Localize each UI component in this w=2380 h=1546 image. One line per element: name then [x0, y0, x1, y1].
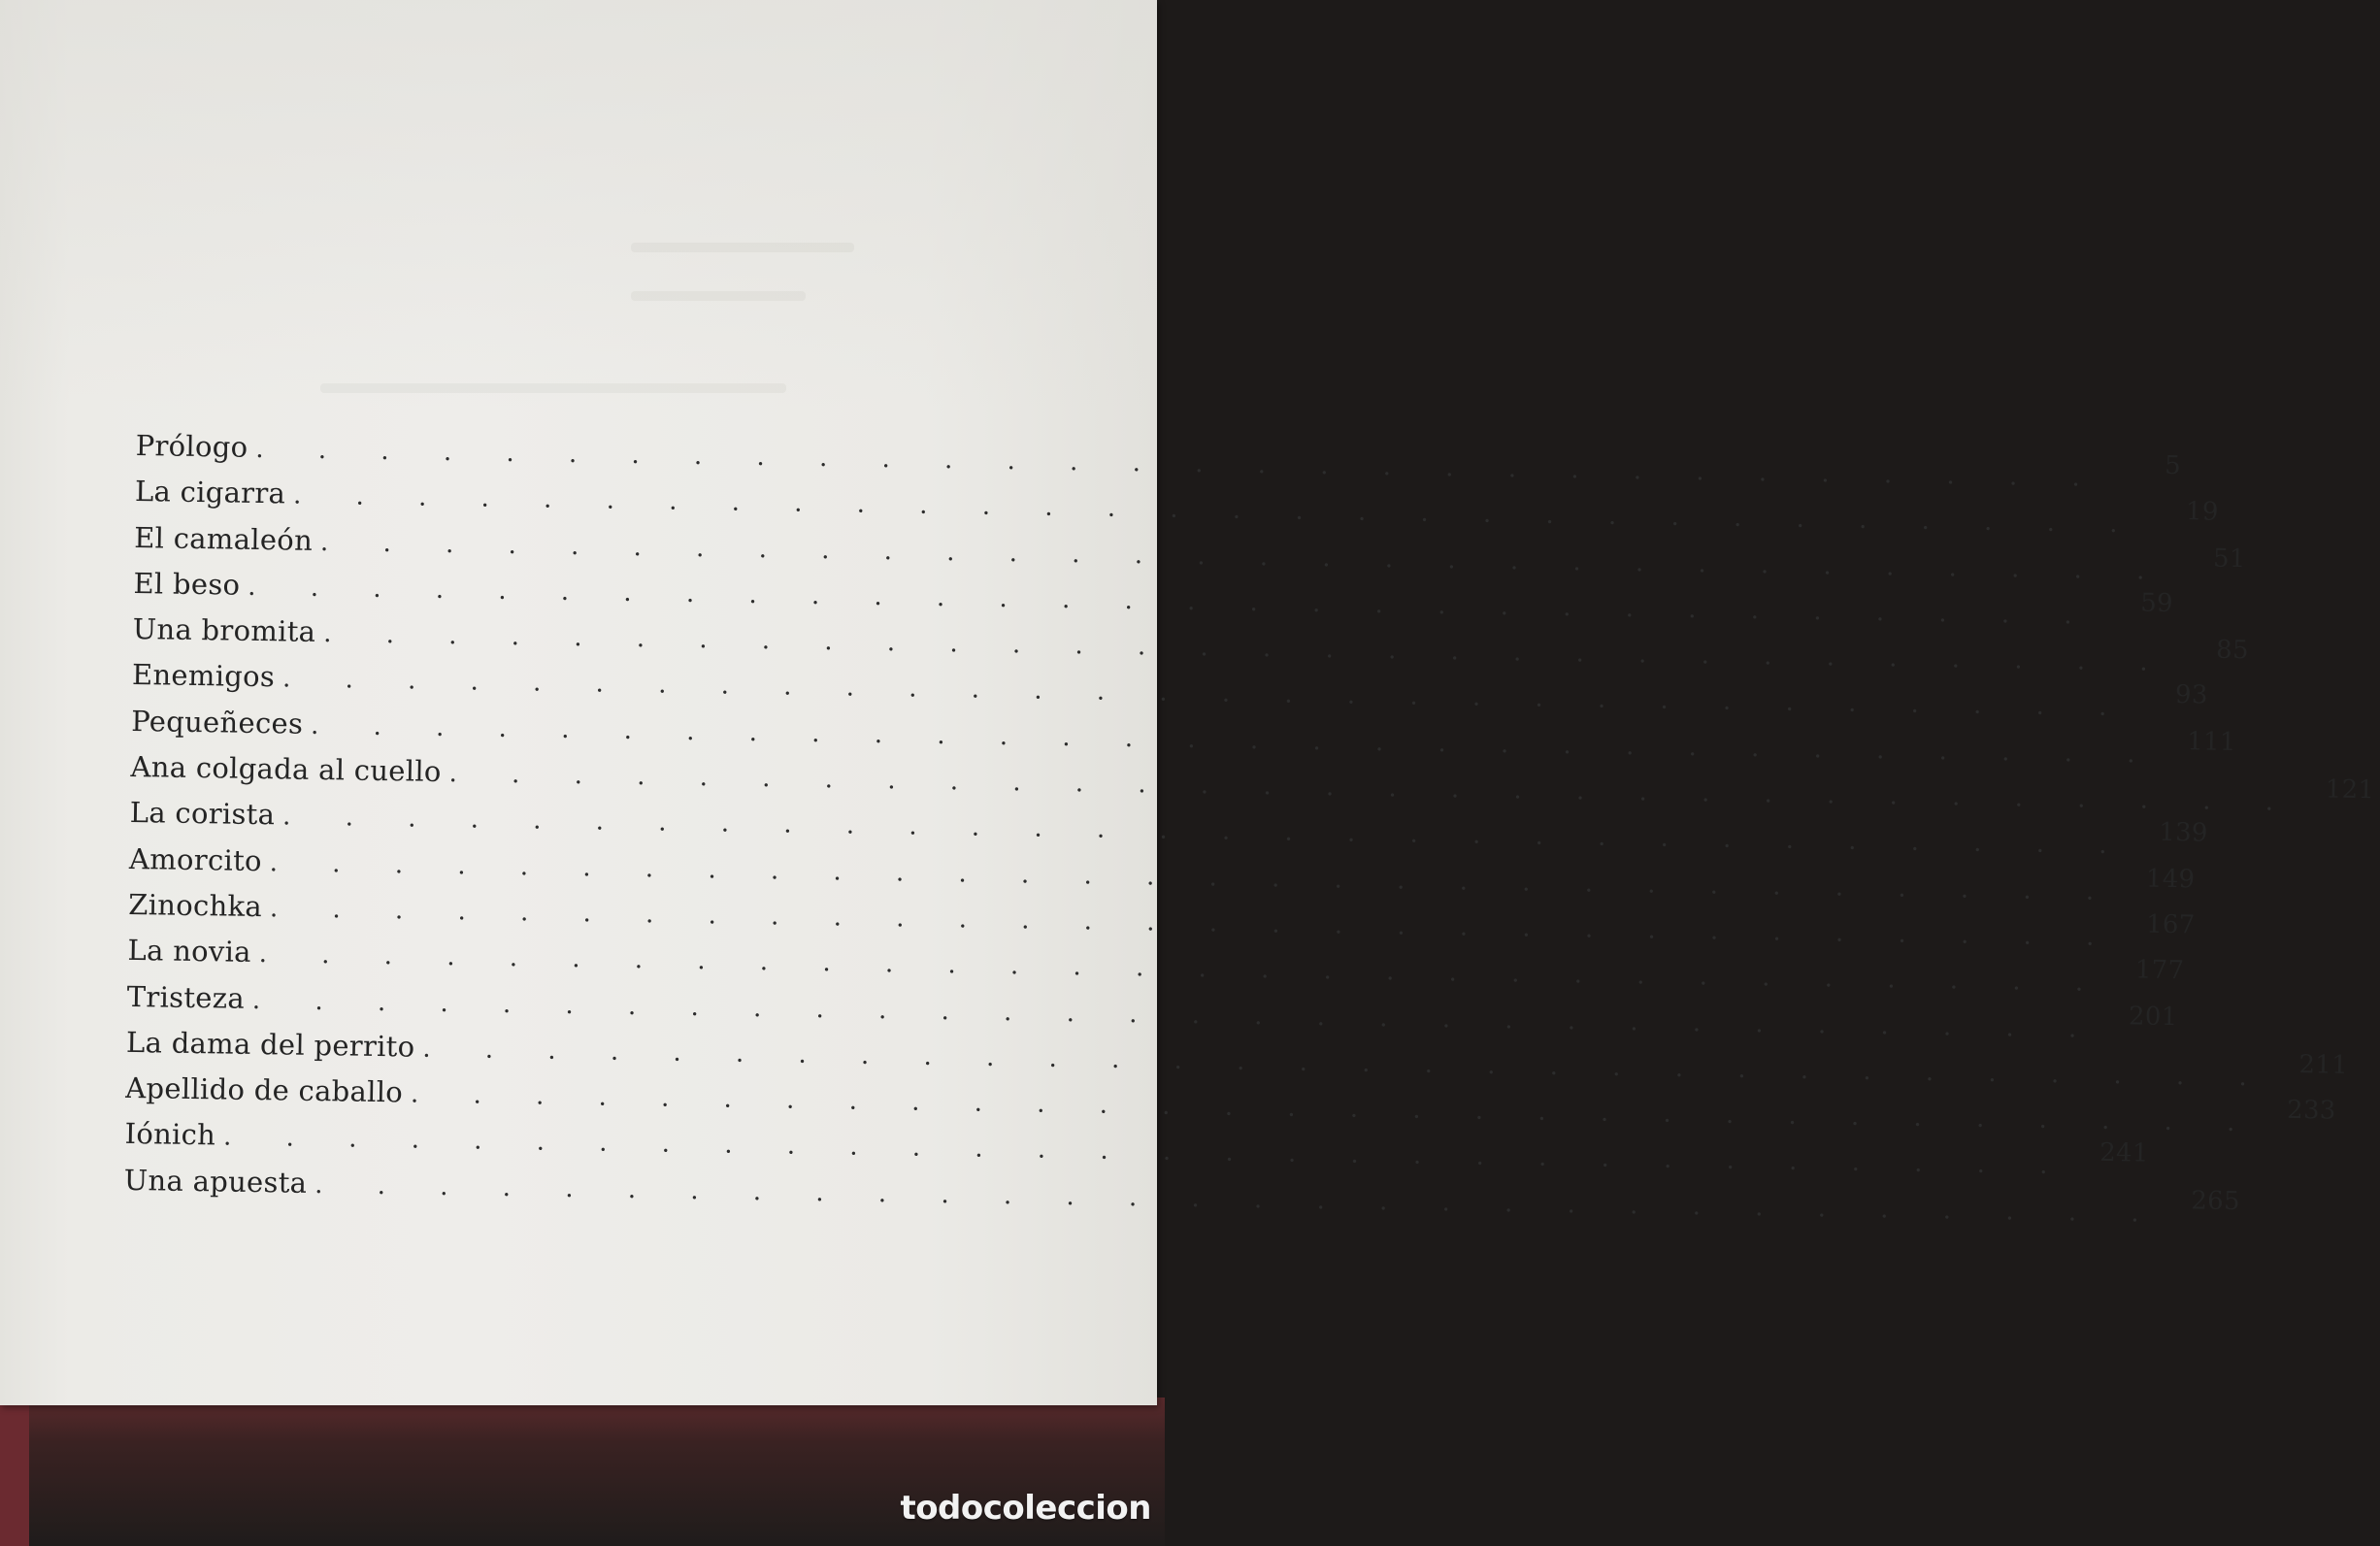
toc-entry-title: Prólogo — [135, 429, 248, 464]
toc-entry-page-number: 265 — [2191, 1186, 2241, 1216]
toc-dot-leader: . . . . . . . . . . . . . . . . . . . . . . . . . . . . . . — [281, 802, 2131, 861]
watermark: todocoleccion — [900, 1489, 1151, 1528]
toc-dot-leader: . . . . . . . . . . . . . . . . . . . . . . . . . . . . . . — [248, 572, 2096, 631]
toc-entry-page-number: 211 — [2298, 1049, 2349, 1080]
toc-entry-title: Una apuesta — [123, 1163, 308, 1200]
toc-dot-leader: . . . . . . . . . . . . . . . . . . . . . . . . . . . . . . — [251, 985, 2100, 1044]
toc-dot-leader: . . . . . . . . . . . . . . . . . . . . . . . . . . . . . . — [269, 847, 2118, 906]
toc-entry-title: Iónich — [124, 1117, 216, 1152]
toc-entry-page-number: 93 — [2174, 680, 2208, 711]
toc-entry-page-number: 59 — [2139, 588, 2174, 618]
toc-dot-leader: . . . . . . . . . . . . . . . . . . . . . . . . . . . . . . — [281, 664, 2131, 723]
toc-entry-title: La cigarra — [134, 475, 286, 510]
toc-entry-page-number: 19 — [2185, 497, 2219, 528]
page-shading — [0, 0, 1157, 408]
show-through-text — [320, 383, 786, 393]
toc-entry-title: Tristeza — [126, 979, 246, 1015]
toc-dot-leader: . . . . . . . . . . . . . . . . . . . . . . . . . . . . . . — [410, 1079, 2259, 1138]
table-of-contents — [123, 429, 2375, 1229]
toc-entry-page-number: 233 — [2286, 1096, 2336, 1126]
show-through-text — [631, 243, 854, 252]
toc-entry-title: La novia — [127, 934, 252, 970]
toc-entry-page-number: 51 — [2212, 543, 2246, 574]
toc-entry-title: Apellido de caballo — [125, 1071, 404, 1109]
toc-entry-title: Enemigos — [131, 658, 276, 694]
toc-entry-page-number: 139 — [2159, 818, 2209, 848]
toc-dot-leader: . . . . . . . . . . . . . . . . . . . . . . . . . . . . . . — [310, 710, 2159, 770]
toc-entry-page-number: 201 — [2128, 1001, 2178, 1032]
toc-dot-leader: . . . . . . . . . . . . . . . . . . . . . . . . . . . . . . — [258, 939, 2107, 999]
toc-dot-leader: . . . . . . . . . . . . . . . . . . . . . . . . . . . . . . — [269, 894, 2118, 953]
toc-entry-page-number: 149 — [2145, 864, 2196, 895]
toc-dot-leader: . . . . . . . . . . . . . . . . . . . . . . . . . . . . . . — [319, 527, 2168, 586]
toc-entry-page-number: 121 — [2325, 774, 2375, 806]
toc-entry-title: La dama del perrito — [125, 1025, 415, 1064]
toc-entry-title: Zinochka — [128, 887, 263, 924]
toc-dot-leader: . . . . . . . . . . . . . . . . . . . . . . . . . . . . . . — [255, 434, 2104, 493]
toc-entry-page-number: 241 — [2099, 1138, 2149, 1169]
toc-dot-leader: . . . . . . . . . . . . . . . . . . . . . . . . . . . . . . — [448, 759, 2297, 818]
toc-entry-page-number: 177 — [2134, 955, 2185, 986]
toc-dot-leader: . . . . . . . . . . . . . . . . . . . . . . . . . . . . . . — [222, 1122, 2071, 1181]
toc-dot-leader: . . . . . . . . . . . . . . . . . . . . . . . . . . . . . . — [323, 619, 2171, 678]
toc-entry-title: Una bromita — [132, 612, 316, 649]
toc-entry-page-number: 111 — [2186, 727, 2236, 757]
toc-entry-title: Pequeñeces — [131, 704, 304, 740]
toc-entry-title: El beso — [133, 566, 241, 602]
toc-entry-title: Amorcito — [128, 841, 263, 877]
toc-dot-leader: . . . . . . . . . . . . . . . . . . . . . . . . . . . . . . — [314, 1169, 2163, 1229]
toc-entry-page-number: 85 — [2215, 635, 2250, 666]
toc-entry-page-number: 5 — [2164, 450, 2182, 481]
toc-entry-page-number: 167 — [2145, 909, 2196, 940]
toc-entry-title: La corista — [129, 796, 276, 832]
toc-dot-leader: . . . . . . . . . . . . . . . . . . . . . . . . . . . . . . — [292, 480, 2141, 540]
book-cover-edge — [0, 1398, 29, 1546]
toc-entry-title: Ana colgada al cuello — [130, 750, 442, 789]
show-through-text — [631, 291, 806, 301]
toc-dot-leader: . . . . . . . . . . . . . . . . . . . . . . . . . . . . . . — [422, 1034, 2271, 1093]
toc-entry-title: El camaleón — [133, 520, 314, 557]
